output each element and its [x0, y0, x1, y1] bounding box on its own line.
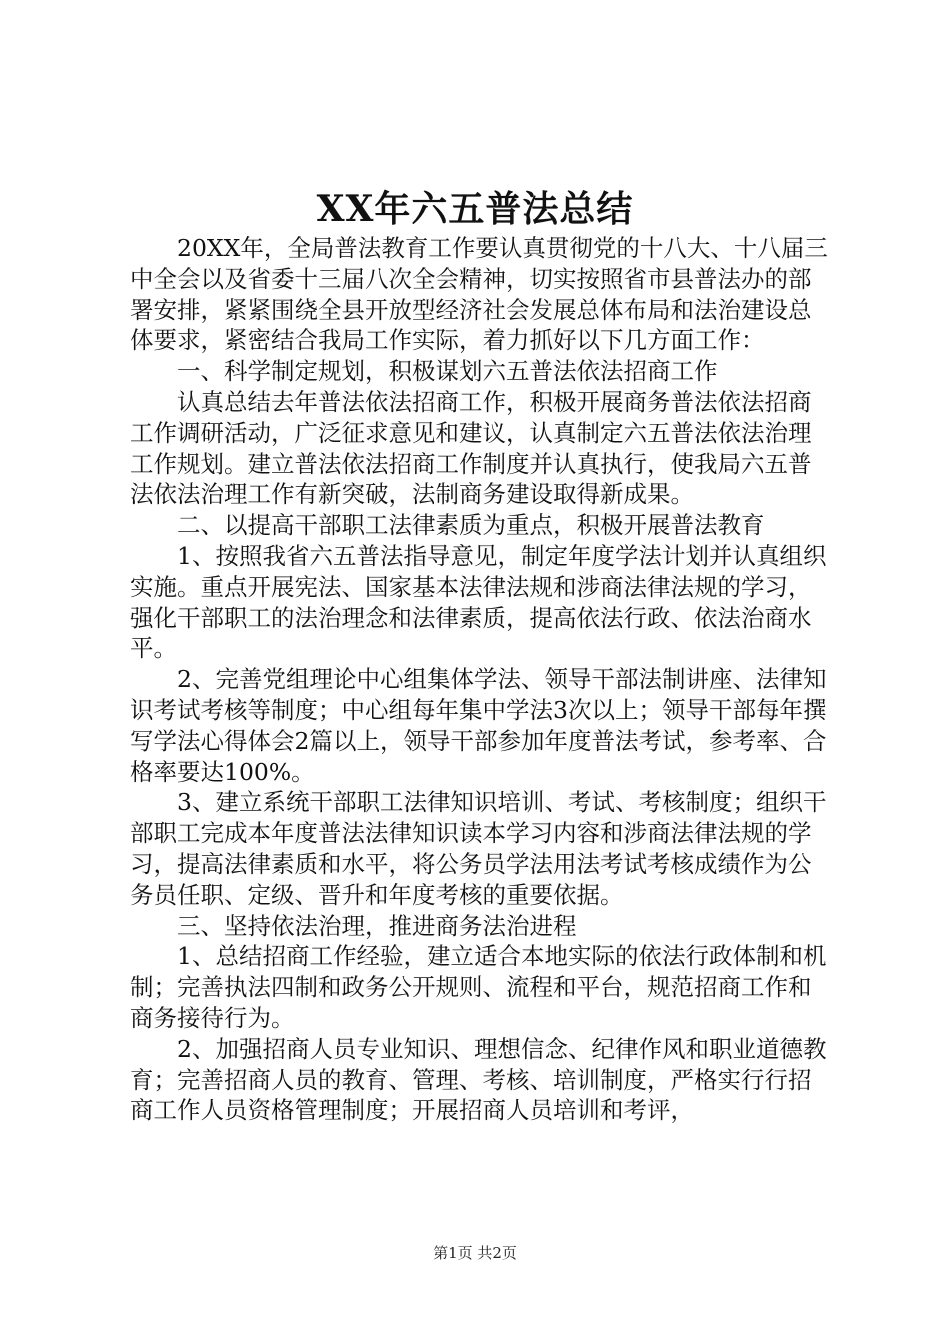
intro-paragraph: 20XX年，全局普法教育工作要认真贯彻党的十八大、十八届三中全会以及省委十三届八次全会精神，切实按照省市县普法办的部署安排，紧紧围绕全县开放型经济社会发展总体布局和法治建设总体要求，紧密结合我局工作实际，着力抓好以下几方面工作： [130, 234, 828, 355]
section-heading-1: 一、科学制定规划，积极谋划六五普法依法招商工作 [177, 357, 718, 386]
section-2-item-1: 1、按照我省六五普法指导意见，制定年度学法计划并认真组织实施。重点开展宪法、国家基本法律法规和涉商法律法规的学习，强化干部职工的法治理念和法律素质，提高依法行政、依法治商水平。 [130, 541, 827, 663]
section-3-item-2: 2、加强招商人员专业知识、理想信念、纪律作风和职业道德教育；完善招商人员的教育、管理、考核、培训制度，严格实行行招商工作人员资格管理制度；开展招商人员培训和考评， [130, 1034, 827, 1125]
section-heading-2: 二、以提高干部职工法律素质为重点，积极开展普法教育 [177, 511, 765, 540]
page-title: XX年六五普法总结 [316, 188, 634, 230]
section-1-paragraph: 认真总结去年普法依法招商工作，积极开展商务普法依法招商工作调研活动，广泛征求意见和建议，认真制定六五普法依法治理工作规划。建立普法依法招商工作制度并认真执行，使我局六五普法依法治理工作有新突破，法制商务建设取得新成果。 [130, 387, 812, 509]
page-number-footer: 第1页 共2页 [433, 1244, 517, 1262]
section-heading-3: 三、坚持依法治理，推进商务法治进程 [177, 911, 577, 940]
section-2-item-3: 3、建立系统干部职工法律知识培训、考试、考核制度；组织干部职工完成本年度普法法律知识读本学习内容和涉商法律法规的学习，提高法律素质和水平，将公务员学法用法考试考核成绩作为公务员任职、定级、晋升和年度考核的重要依据。 [130, 788, 827, 909]
section-2-item-2: 2、完善党组理论中心组集体学法、领导干部法制讲座、法律知识考试考核等制度；中心组每年集中学法3次以上；领导干部每年撰写学法心得体会2篇以上，领导干部参加年度普法考试，参考率、合格率要达100%。 [130, 665, 827, 786]
document-body [130, 233, 830, 1126]
section-3-item-1: 1、总结招商工作经验，建立适合本地实际的依法行政体制和机制；完善执法四制和政务公开规则、流程和平台，规范招商工作和商务接待行为。 [130, 942, 827, 1032]
